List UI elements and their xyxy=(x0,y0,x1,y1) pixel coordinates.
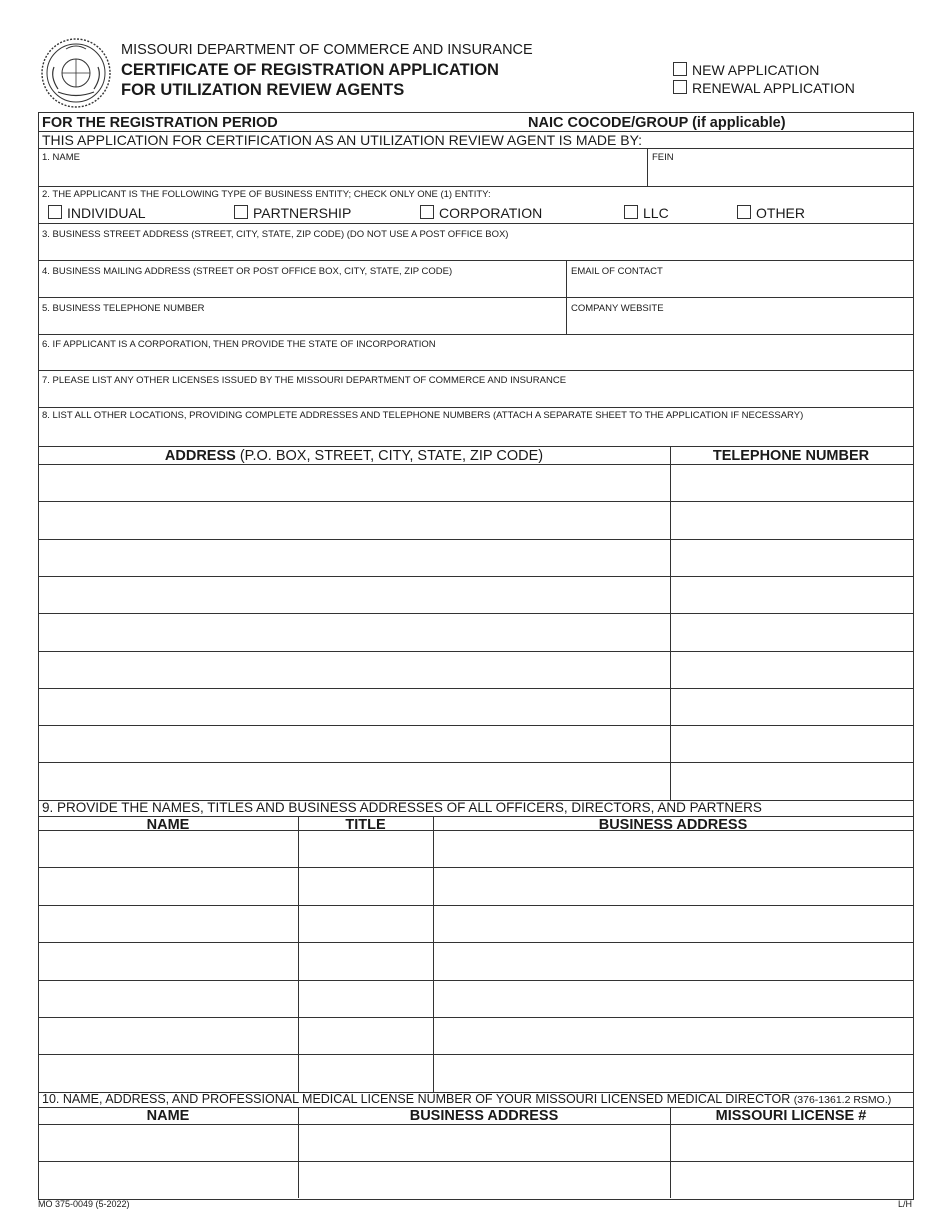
incorporation-label: 6. IF APPLICANT IS A CORPORATION, THEN PROVIDE THE STATE OF INCORPORATION xyxy=(42,339,436,350)
location-address-input[interactable] xyxy=(44,619,668,645)
state-seal xyxy=(40,37,112,109)
entity-other[interactable] xyxy=(737,205,805,221)
renewal-application-label: RENEWAL APPLICATION xyxy=(692,80,855,96)
new-application-checkbox[interactable] xyxy=(673,62,687,76)
location-phone-input[interactable] xyxy=(676,470,910,496)
officer-address-input[interactable] xyxy=(439,948,911,974)
officer-address-input[interactable] xyxy=(439,1023,911,1049)
telephone-label: 5. BUSINESS TELEPHONE NUMBER xyxy=(42,303,205,314)
form-code: L/H xyxy=(898,1199,913,1209)
officer-title-input[interactable] xyxy=(304,1060,432,1086)
director-address-input[interactable] xyxy=(304,1130,668,1156)
name-label: 1. NAME xyxy=(42,152,81,163)
officer-title-input[interactable] xyxy=(304,986,432,1012)
incorporation-input[interactable] xyxy=(42,351,911,371)
location-phone-input[interactable] xyxy=(676,731,910,757)
officer-address-input[interactable] xyxy=(439,911,911,937)
new-application-option[interactable] xyxy=(673,62,819,78)
officer-address-input[interactable] xyxy=(439,873,911,899)
fein-input[interactable] xyxy=(652,165,911,185)
fein-label: FEIN xyxy=(652,152,674,163)
form-number: MO 375-0049 (5-2022) xyxy=(38,1199,130,1209)
location-phone-input[interactable] xyxy=(676,582,910,608)
locations-address-header xyxy=(38,448,670,464)
registration-period-input[interactable] xyxy=(290,114,524,132)
location-address-input[interactable] xyxy=(44,694,668,720)
website-label: COMPANY WEBSITE xyxy=(571,303,664,314)
director-name-input[interactable] xyxy=(44,1167,298,1193)
new-application-label: NEW APPLICATION xyxy=(692,62,820,78)
website-input[interactable] xyxy=(571,315,911,335)
location-address-input[interactable] xyxy=(44,657,668,683)
director-address-input[interactable] xyxy=(304,1167,668,1193)
location-address-input[interactable] xyxy=(44,768,668,794)
director-license-input[interactable] xyxy=(676,1167,910,1193)
director-citation: (376-1361.2 RSMO.) xyxy=(793,1094,892,1106)
renewal-application-checkbox[interactable] xyxy=(673,80,687,94)
corporation-checkbox[interactable] xyxy=(420,205,434,219)
llc-label: LLC xyxy=(643,205,669,221)
form-title-line2: FOR UTILIZATION REVIEW AGENTS xyxy=(121,81,405,99)
individual-checkbox[interactable] xyxy=(48,205,62,219)
made-by-statement: THIS APPLICATION FOR CERTIFICATION AS AN UTILIZATION REVIEW AGENT IS MADE BY: xyxy=(42,132,643,148)
officer-title-input[interactable] xyxy=(304,911,432,937)
officer-title-input[interactable] xyxy=(304,836,432,862)
entity-llc[interactable] xyxy=(624,205,669,221)
partnership-checkbox[interactable] xyxy=(234,205,248,219)
officer-name-input[interactable] xyxy=(44,1023,298,1049)
location-phone-input[interactable] xyxy=(676,694,910,720)
other-licenses-label: 7. PLEASE LIST ANY OTHER LICENSES ISSUED BY THE MISSOURI DEPARTMENT OF COMMERCE AND INSURANCE xyxy=(42,375,567,386)
director-address-header: BUSINESS ADDRESS xyxy=(409,1108,559,1124)
email-label: EMAIL OF CONTACT xyxy=(571,266,663,277)
renewal-application-option[interactable] xyxy=(673,80,855,96)
location-address-input[interactable] xyxy=(44,545,668,571)
officers-section-title: 9. PROVIDE THE NAMES, TITLES AND BUSINESS ADDRESSES OF ALL OFFICERS, DIRECTORS, AND PARTNERS xyxy=(42,800,762,815)
street-address-input[interactable] xyxy=(42,241,911,261)
officer-name-input[interactable] xyxy=(44,873,298,899)
location-phone-input[interactable] xyxy=(676,619,910,645)
location-phone-input[interactable] xyxy=(676,768,910,794)
director-license-input[interactable] xyxy=(676,1130,910,1156)
locations-phone-header: TELEPHONE NUMBER xyxy=(712,448,870,464)
officers-name-header: NAME xyxy=(146,817,190,833)
location-phone-input[interactable] xyxy=(676,507,910,533)
partnership-label: PARTNERSHIP xyxy=(253,205,352,221)
officer-name-input[interactable] xyxy=(44,836,298,862)
location-address-input[interactable] xyxy=(44,582,668,608)
officers-title-header: TITLE xyxy=(345,817,386,833)
director-section-title xyxy=(42,1092,891,1106)
officer-name-input[interactable] xyxy=(44,948,298,974)
location-address-input[interactable] xyxy=(44,731,668,757)
mailing-address-input[interactable] xyxy=(42,278,566,298)
address-header-detail: (P.O. BOX, STREET, CITY, STATE, ZIP CODE) xyxy=(235,448,544,464)
officer-address-input[interactable] xyxy=(439,836,911,862)
entity-type-label: 2. THE APPLICANT IS THE FOLLOWING TYPE OF BUSINESS ENTITY; CHECK ONLY ONE (1) ENTITY: xyxy=(42,189,491,200)
officers-address-header: BUSINESS ADDRESS xyxy=(598,817,748,833)
corporation-label: CORPORATION xyxy=(439,205,543,221)
officer-name-input[interactable] xyxy=(44,986,298,1012)
officer-title-input[interactable] xyxy=(304,873,432,899)
mailing-address-label: 4. BUSINESS MAILING ADDRESS (STREET OR POST OFFICE BOX, CITY, STATE, ZIP CODE) xyxy=(42,266,453,277)
entity-corporation[interactable] xyxy=(420,205,542,221)
other-label: OTHER xyxy=(756,205,805,221)
location-phone-input[interactable] xyxy=(676,545,910,571)
other-locations-label: 8. LIST ALL OTHER LOCATIONS, PROVIDING COMPLETE ADDRESSES AND TELEPHONE NUMBERS (ATTACH A SEPARATE SHEET TO THE APPLICATION IF NECESSARY) xyxy=(42,410,804,421)
officer-address-input[interactable] xyxy=(439,1060,911,1086)
location-address-input[interactable] xyxy=(44,507,668,533)
individual-label: INDIVIDUAL xyxy=(67,205,146,221)
officer-title-input[interactable] xyxy=(304,948,432,974)
llc-checkbox[interactable] xyxy=(624,205,638,219)
officer-name-input[interactable] xyxy=(44,1060,298,1086)
entity-partnership[interactable] xyxy=(234,205,351,221)
director-name-header: NAME xyxy=(146,1108,190,1124)
registration-period-label: FOR THE REGISTRATION PERIOD xyxy=(42,115,278,131)
officer-name-input[interactable] xyxy=(44,911,298,937)
director-title-text: 10. NAME, ADDRESS, AND PROFESSIONAL MEDICAL LICENSE NUMBER OF YOUR MISSOURI LICENSED MEDICAL DIRECTOR xyxy=(42,1092,791,1106)
naic-label: NAIC COCODE/GROUP (if applicable) xyxy=(528,115,786,131)
form-title-line1: CERTIFICATE OF REGISTRATION APPLICATION xyxy=(121,61,499,79)
director-license-header: MISSOURI LICENSE # xyxy=(715,1108,867,1124)
location-phone-input[interactable] xyxy=(676,657,910,683)
officer-title-input[interactable] xyxy=(304,1023,432,1049)
email-input[interactable] xyxy=(571,278,911,298)
other-licenses-input[interactable] xyxy=(42,388,911,408)
telephone-input[interactable] xyxy=(42,315,566,335)
other-checkbox[interactable] xyxy=(737,205,751,219)
department-name: MISSOURI DEPARTMENT OF COMMERCE AND INSURANCE xyxy=(121,42,533,58)
name-input[interactable] xyxy=(42,165,646,185)
entity-individual[interactable] xyxy=(48,205,146,221)
officer-address-input[interactable] xyxy=(439,986,911,1012)
address-header-bold: ADDRESS xyxy=(164,448,236,464)
location-address-input[interactable] xyxy=(44,470,668,496)
director-name-input[interactable] xyxy=(44,1130,298,1156)
street-address-label: 3. BUSINESS STREET ADDRESS (STREET, CITY, STATE, ZIP CODE) (DO NOT USE A POST OFFICE BOX) xyxy=(42,229,509,240)
